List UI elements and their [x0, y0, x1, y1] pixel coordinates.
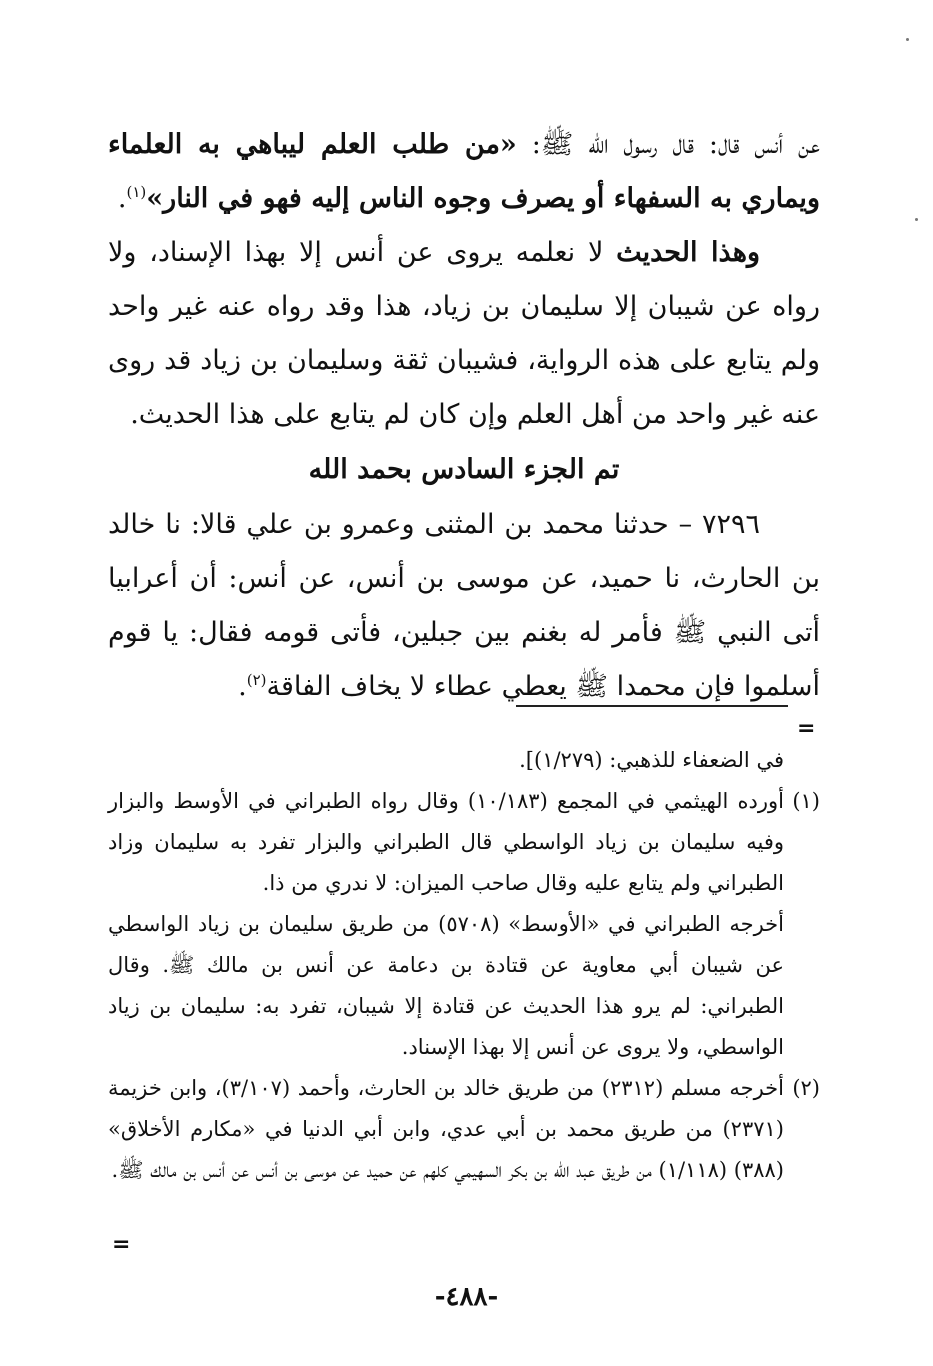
continuation-mark-top: = — [797, 716, 816, 741]
commentary-lead: وهذا الحديث — [616, 237, 760, 268]
scan-speck — [915, 218, 918, 221]
commentary-text: لا نعلمه يروى عن أنس إلا بهذا الإسناد، ولا رواه عن شيبان إلا سليمان بن زياد، هذا وقد رواه عنه غير واحد ولم يتابع على هذه الرواية، فشيبان ثقة وسليمان بن زياد قد روى عنه غير واحد من أهل العلم وإن كان لم يتابع على هذا الحديث. — [108, 237, 820, 430]
footnote-number: (١) — [792, 789, 820, 813]
hadith-matn: «من طلب العلم ليباهي به العلماء ويماري به السفهاء أو يصرف وجوه الناس إليه فهو في النار» — [108, 129, 820, 214]
footnote-2 — [108, 1068, 820, 1191]
footnotes — [108, 740, 820, 1191]
footnote-ref-1[interactable]: (١) — [126, 183, 147, 201]
paragraph-commentary — [108, 226, 820, 442]
footnote-1-para-1: أورده الهيثمي في المجمع (١٠/١٨٣) وقال رواه الطبراني في الأوسط والبزار وفيه سليمان بن زياد الواسطي قال الطبراني والبزار تفرد به سليمان وزاد الطبراني ولم يتابع عليه وقال صاحب الميزان: لا ندري من ذا. — [108, 789, 785, 895]
footnote-ref-2[interactable]: (٢) — [246, 671, 267, 689]
paragraph-hadith-7296 — [108, 498, 820, 714]
continuation-mark-bottom: = — [112, 1232, 131, 1257]
footnote-divider — [516, 705, 788, 707]
hadith-7296-text: ٧٢٩٦ – حدثنا محمد بن المثنى وعمرو بن علي قالا: نا خالد بن الحارث، نا حميد، عن موسى بن أنس، عن أنس: أن أعرابيا أتى النبي ﷺ فأمر له بغنم بين جبلين، فأتى قومه فقال: يا قوم أسلموا فإن محمدا ﷺ يعطي عطاء لا يخاف الفاقة — [108, 509, 820, 702]
paragraph-end: . — [238, 671, 247, 702]
footnote-number: (٢) — [792, 1076, 820, 1100]
hadith-intro: عن أنس قال: قال رسول الله ﷺ: — [516, 129, 820, 160]
footnote-2-para-1: أخرجه مسلم (٢٣١٢) من طريق خالد بن الحارث، وأحمد (٣/١٠٧)، وابن خزيمة (٢٣٧١) من طريق محمد بن أبي عدي، وابن أبي الدنيا في «مكارم الأخلاق» (٣٨٨) (١/١١٨) من طريق عبد الله بن بكر السهيمي كلهم عن حميد عن موسى بن أنس عن أنس بن مالك ﷺ. — [108, 1076, 784, 1182]
paragraph-hadith-anas — [108, 118, 820, 226]
main-text — [108, 118, 820, 714]
scan-speck — [906, 38, 909, 41]
footnote-1-para-2: أخرجه الطبراني في «الأوسط» (٥٧٠٨) من طريق سليمان بن زياد الواسطي عن شيبان أبي معاوية عن قتادة بن دعامة عن أنس بن مالك ﷺ. وقال الطبراني: لم يرو هذا الحديث عن قتادة إلا شيبان، تفرد به: سليمان بن زياد الواسطي، ولا يروى عن أنس إلا بهذا الإسناد. — [108, 912, 784, 1059]
footnote-1 — [108, 781, 820, 1068]
paragraph-end: . — [117, 183, 127, 214]
section-title: تم الجزء السادس بحمد الله — [308, 454, 620, 485]
footnote-continuation: في الضعفاء للذهبي: (١/٢٧٩)]. — [519, 748, 784, 772]
page-number: -٤٨٨- — [434, 1282, 499, 1312]
